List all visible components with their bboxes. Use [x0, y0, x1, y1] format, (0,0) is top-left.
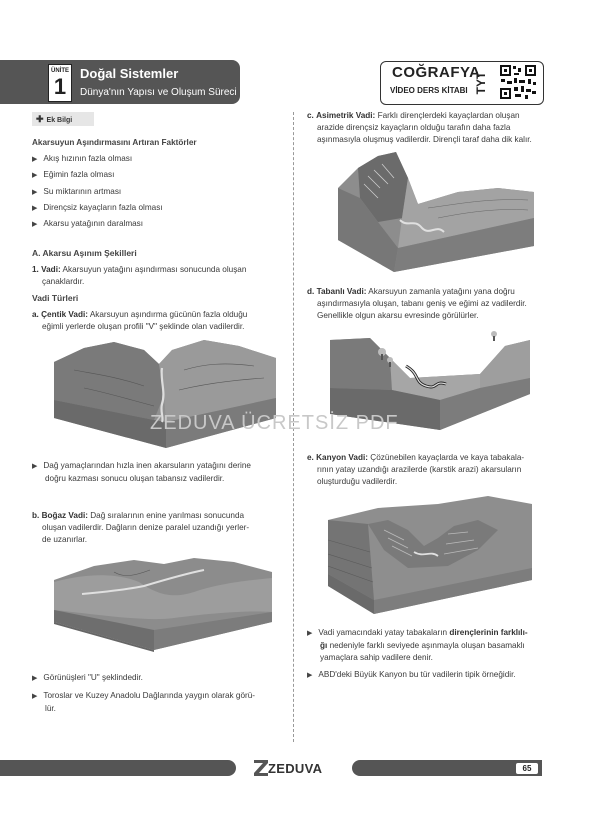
- brand-title: COĞRAFYA: [392, 64, 481, 81]
- item-e-note-1: ▶ Vadi yamacındaki yatay tabakaların dirençlerinin farklılı- ğı nedeniyle farklı seviyede aşınmayla oluşan basamaklı yamaçlara sahip vadilere denir.: [307, 628, 528, 662]
- item-c-asimetrik-vadi: c. Asimetrik Vadi: Farklı dirençlerdeki kayaçlardan oluşan arazide dirençsiz kayaçların olduğu tarafın daha fazla aşınmasıyla oluşmuş vadilerdir. Dirençli taraf daha dik kalır.: [307, 111, 532, 144]
- triangle-bullet-icon: ▶: [32, 463, 38, 470]
- page-number: 65: [516, 763, 538, 774]
- gorge-valley-illustration: [54, 552, 272, 652]
- unit-title: Doğal Sistemler: [80, 66, 179, 81]
- footer-bar-left: [0, 760, 236, 776]
- ek-bilgi-label: Ek Bilgi: [46, 117, 73, 124]
- item-b-note-2: ▶ Toroslar ve Kuzey Anadolu Dağlarında yaygın olarak görü- lür.: [32, 691, 256, 713]
- watermark: ZEDUVA ÜCRETSİZ PDF: [150, 412, 399, 434]
- triangle-bullet-icon: ▶: [32, 172, 38, 180]
- unit-number-box: [48, 64, 72, 102]
- triangle-bullet-icon: ▶: [32, 693, 38, 700]
- list-item: ▶ Dirençsiz kayaçların fazla olması: [32, 202, 163, 212]
- footer-bar-right: [352, 760, 542, 776]
- footer-logo-text: ZEDUVA: [268, 761, 323, 776]
- triangle-bullet-icon: ▶: [32, 156, 38, 163]
- ek-bilgi-tag: [32, 112, 94, 126]
- item-e-kanyon-vadi: e. Kanyon Vadi: Çözünebilen kayaçlarda ve kaya tabakala- rının yatay uzandığı arazilerde (karstik arazi) akarsuların oluşturduğu vadilerdir.: [307, 453, 525, 486]
- item-a-centik-vadi: a. Çentik Vadi: Akarsuyun aşındırma gücünün fazla olduğu eğimli yerlerde oluşan profili "V" şeklinde olan vadilerdir.: [32, 310, 248, 331]
- list-item: ▶ Akarsu yatağının daralması: [32, 219, 144, 229]
- qr-code-icon[interactable]: [498, 63, 538, 101]
- item-b-bogaz-vadi: b. Boğaz Vadi: Dağ sıralarının enine yarılması sonucunda oluşan vadilerdir. Dağların denize paralel uzandığı yerler- de uzanırlar.: [32, 511, 250, 544]
- list-item: ▶ Akış hızının fazla olması: [32, 154, 133, 163]
- section-a-heading: A. Akarsu Aşınım Şekilleri: [32, 248, 137, 258]
- tyt-label: TYT: [474, 71, 489, 95]
- triangle-bullet-icon: ▶: [307, 672, 313, 679]
- item-e-note-2: ▶ ABD'deki Büyük Kanyon bu tür vadilerin tipik örneğidir.: [307, 670, 516, 679]
- unit-label: ÜNİTE: [51, 68, 69, 74]
- item-1-vadi: 1. Vadi: Akarsuyun yatağını aşındırması sonucunda oluşan çanaklardır.: [32, 265, 247, 286]
- triangle-bullet-icon: ▶: [307, 630, 313, 637]
- triangle-bullet-icon: ▶: [32, 188, 38, 196]
- triangle-bullet-icon: ▶: [32, 204, 38, 212]
- factors-block: [32, 137, 282, 234]
- factors-title: Akarsuyun Aşındırmasını Artıran Faktörler: [32, 138, 197, 147]
- plus-icon: ✚: [36, 114, 44, 124]
- item-b-note-1: ▶ Görünüşleri "U" şeklindedir.: [32, 673, 143, 682]
- unit-subtitle: Dünya'nın Yapısı ve Oluşum Süreci: [80, 87, 237, 98]
- triangle-bullet-icon: ▶: [32, 221, 38, 229]
- zeduva-logo-icon: [254, 760, 268, 776]
- item-a-note: ▶ Dağ yamaçlarından hızla inen akarsuların yatağını derine doğru kazması sonucu oluşan tabansız vadilerdir.: [32, 461, 251, 483]
- list-item: ▶ Eğimin fazla olması: [32, 170, 115, 180]
- brand-subtitle: VİDEO DERS KİTABI: [390, 86, 468, 95]
- list-item: ▶ Su miktarının artması: [32, 186, 122, 196]
- vadi-turleri-heading: Vadi Türleri: [32, 293, 79, 303]
- unit-number: 1: [53, 74, 67, 99]
- item-d-tabanli-vadi: d. Tabanlı Vadi: Akarsuyun zamanla yatağını yana doğru aşındırmasıyla oluşan, tabanı geniş ve eğimi az vadilerdir. Genellikle olgun akarsu evresinde görülürler.: [307, 287, 527, 320]
- asymmetric-valley-illustration: [338, 148, 534, 272]
- triangle-bullet-icon: ▶: [32, 675, 38, 682]
- tyt-badge: [474, 67, 490, 99]
- canyon-valley-illustration: [328, 490, 532, 614]
